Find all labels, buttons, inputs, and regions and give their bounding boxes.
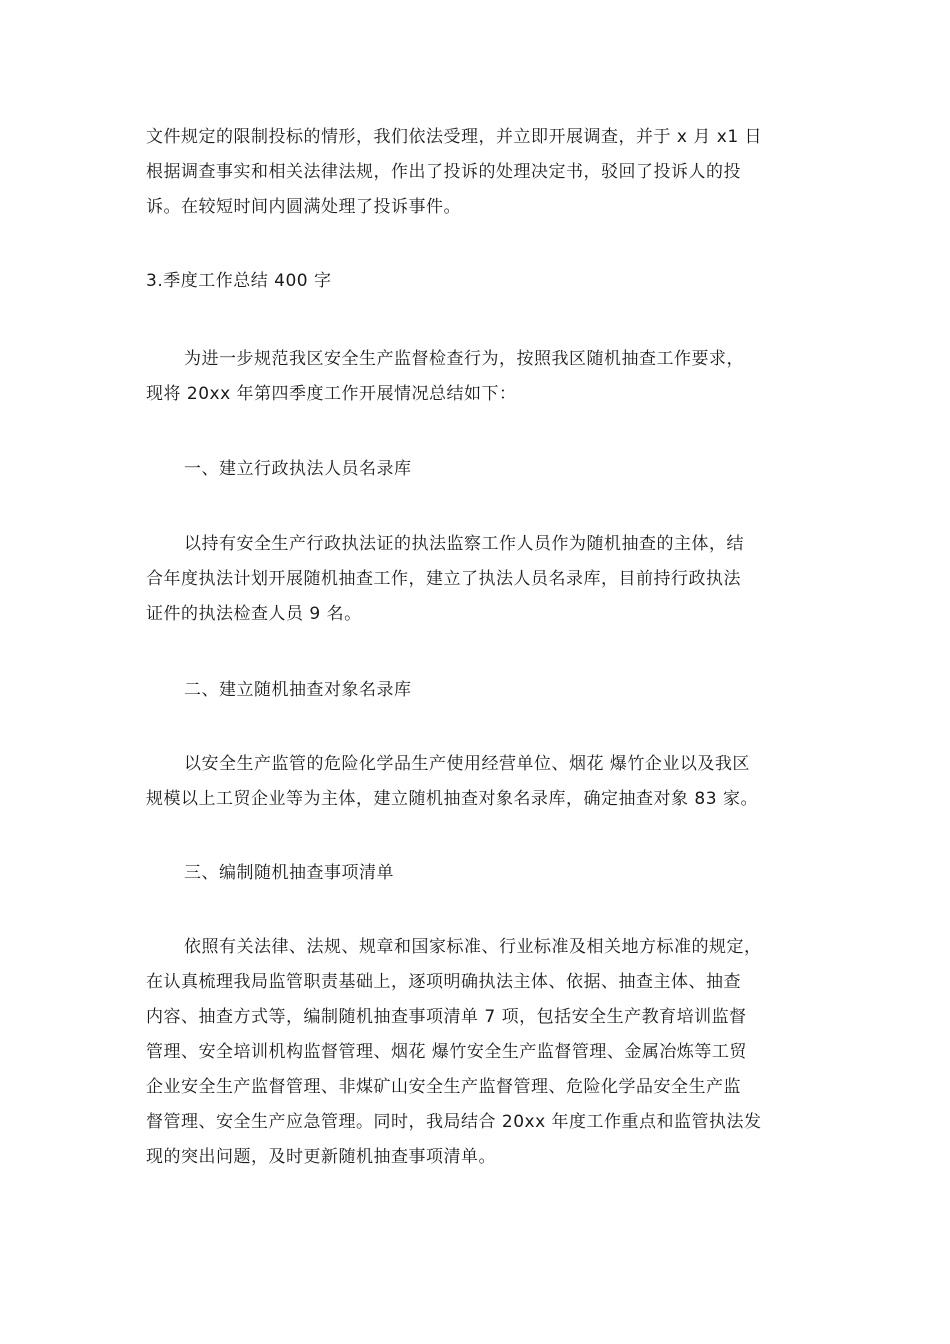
heading-text: 3.季度工作总结 400 字 [146, 271, 332, 291]
text-line: 现将 20xx 年第四季度工作开展情况总结如下： [146, 384, 517, 404]
subheading-1 [146, 452, 826, 487]
section-heading-quarterly-summary [146, 264, 826, 299]
text-line: 规模以上工贸企业等为主体，建立随机抽查对象名录库，确定抽查对象 83 家。 [146, 789, 758, 809]
text-line: 根据调查事实和相关法律法规，作出了投诉的处理决定书，驳回了投诉人的投 [146, 162, 741, 182]
paragraph-target-database [146, 747, 826, 817]
text-line: 文件规定的限制投标的情形，我们依法受理，并立即开展调查，并于 x 月 x1 日 [146, 127, 763, 147]
text-line: 现的突出问题，及时更新随机抽查事项清单。 [146, 1147, 496, 1167]
text-line: 管理、安全培训机构监督管理、烟花 爆竹安全生产监督管理、金属冶炼等工贸 [146, 1042, 747, 1062]
text-line: 内容、抽查方式等，编制随机抽查事项清单 7 项，包括安全生产教育培训监督 [146, 1007, 747, 1027]
subheading-3 [146, 856, 826, 891]
paragraph-personnel-database [146, 527, 826, 632]
heading-text: 二、建立随机抽查对象名录库 [184, 680, 412, 700]
text-line: 以持有安全生产行政执法证的执法监察工作人员作为随机抽查的主体，结 [184, 534, 744, 554]
paragraph-complaint-handling [146, 120, 826, 225]
text-line: 以安全生产监管的危险化学品生产使用经营单位、烟花 爆竹企业以及我区 [184, 754, 750, 774]
paragraph-inspection-list [146, 930, 826, 1175]
text-line: 在认真梳理我局监管职责基础上，逐项明确执法主体、依据、抽查主体、抽查 [146, 972, 741, 992]
subheading-2 [146, 673, 826, 708]
heading-text: 一、建立行政执法人员名录库 [184, 459, 412, 479]
text-line: 企业安全生产监督管理、非煤矿山安全生产监督管理、危险化学品安全生产监 [146, 1077, 741, 1097]
text-line: 证件的执法检查人员 9 名。 [146, 604, 362, 624]
text-line: 诉。在较短时间内圆满处理了投诉事件。 [146, 197, 461, 217]
text-line: 合年度执法计划开展随机抽查工作，建立了执法人员名录库，目前持行政执法 [146, 569, 741, 589]
text-line: 依照有关法律、法规、规章和国家标准、行业标准及相关地方标准的规定， [184, 937, 762, 957]
heading-text: 三、编制随机抽查事项清单 [184, 863, 394, 883]
text-line: 督管理、安全生产应急管理。同时，我局结合 20xx 年度工作重点和监管执法发 [146, 1112, 762, 1132]
paragraph-intro [146, 342, 826, 412]
text-line: 为进一步规范我区安全生产监督检查行为，按照我区随机抽查工作要求， [184, 349, 744, 369]
